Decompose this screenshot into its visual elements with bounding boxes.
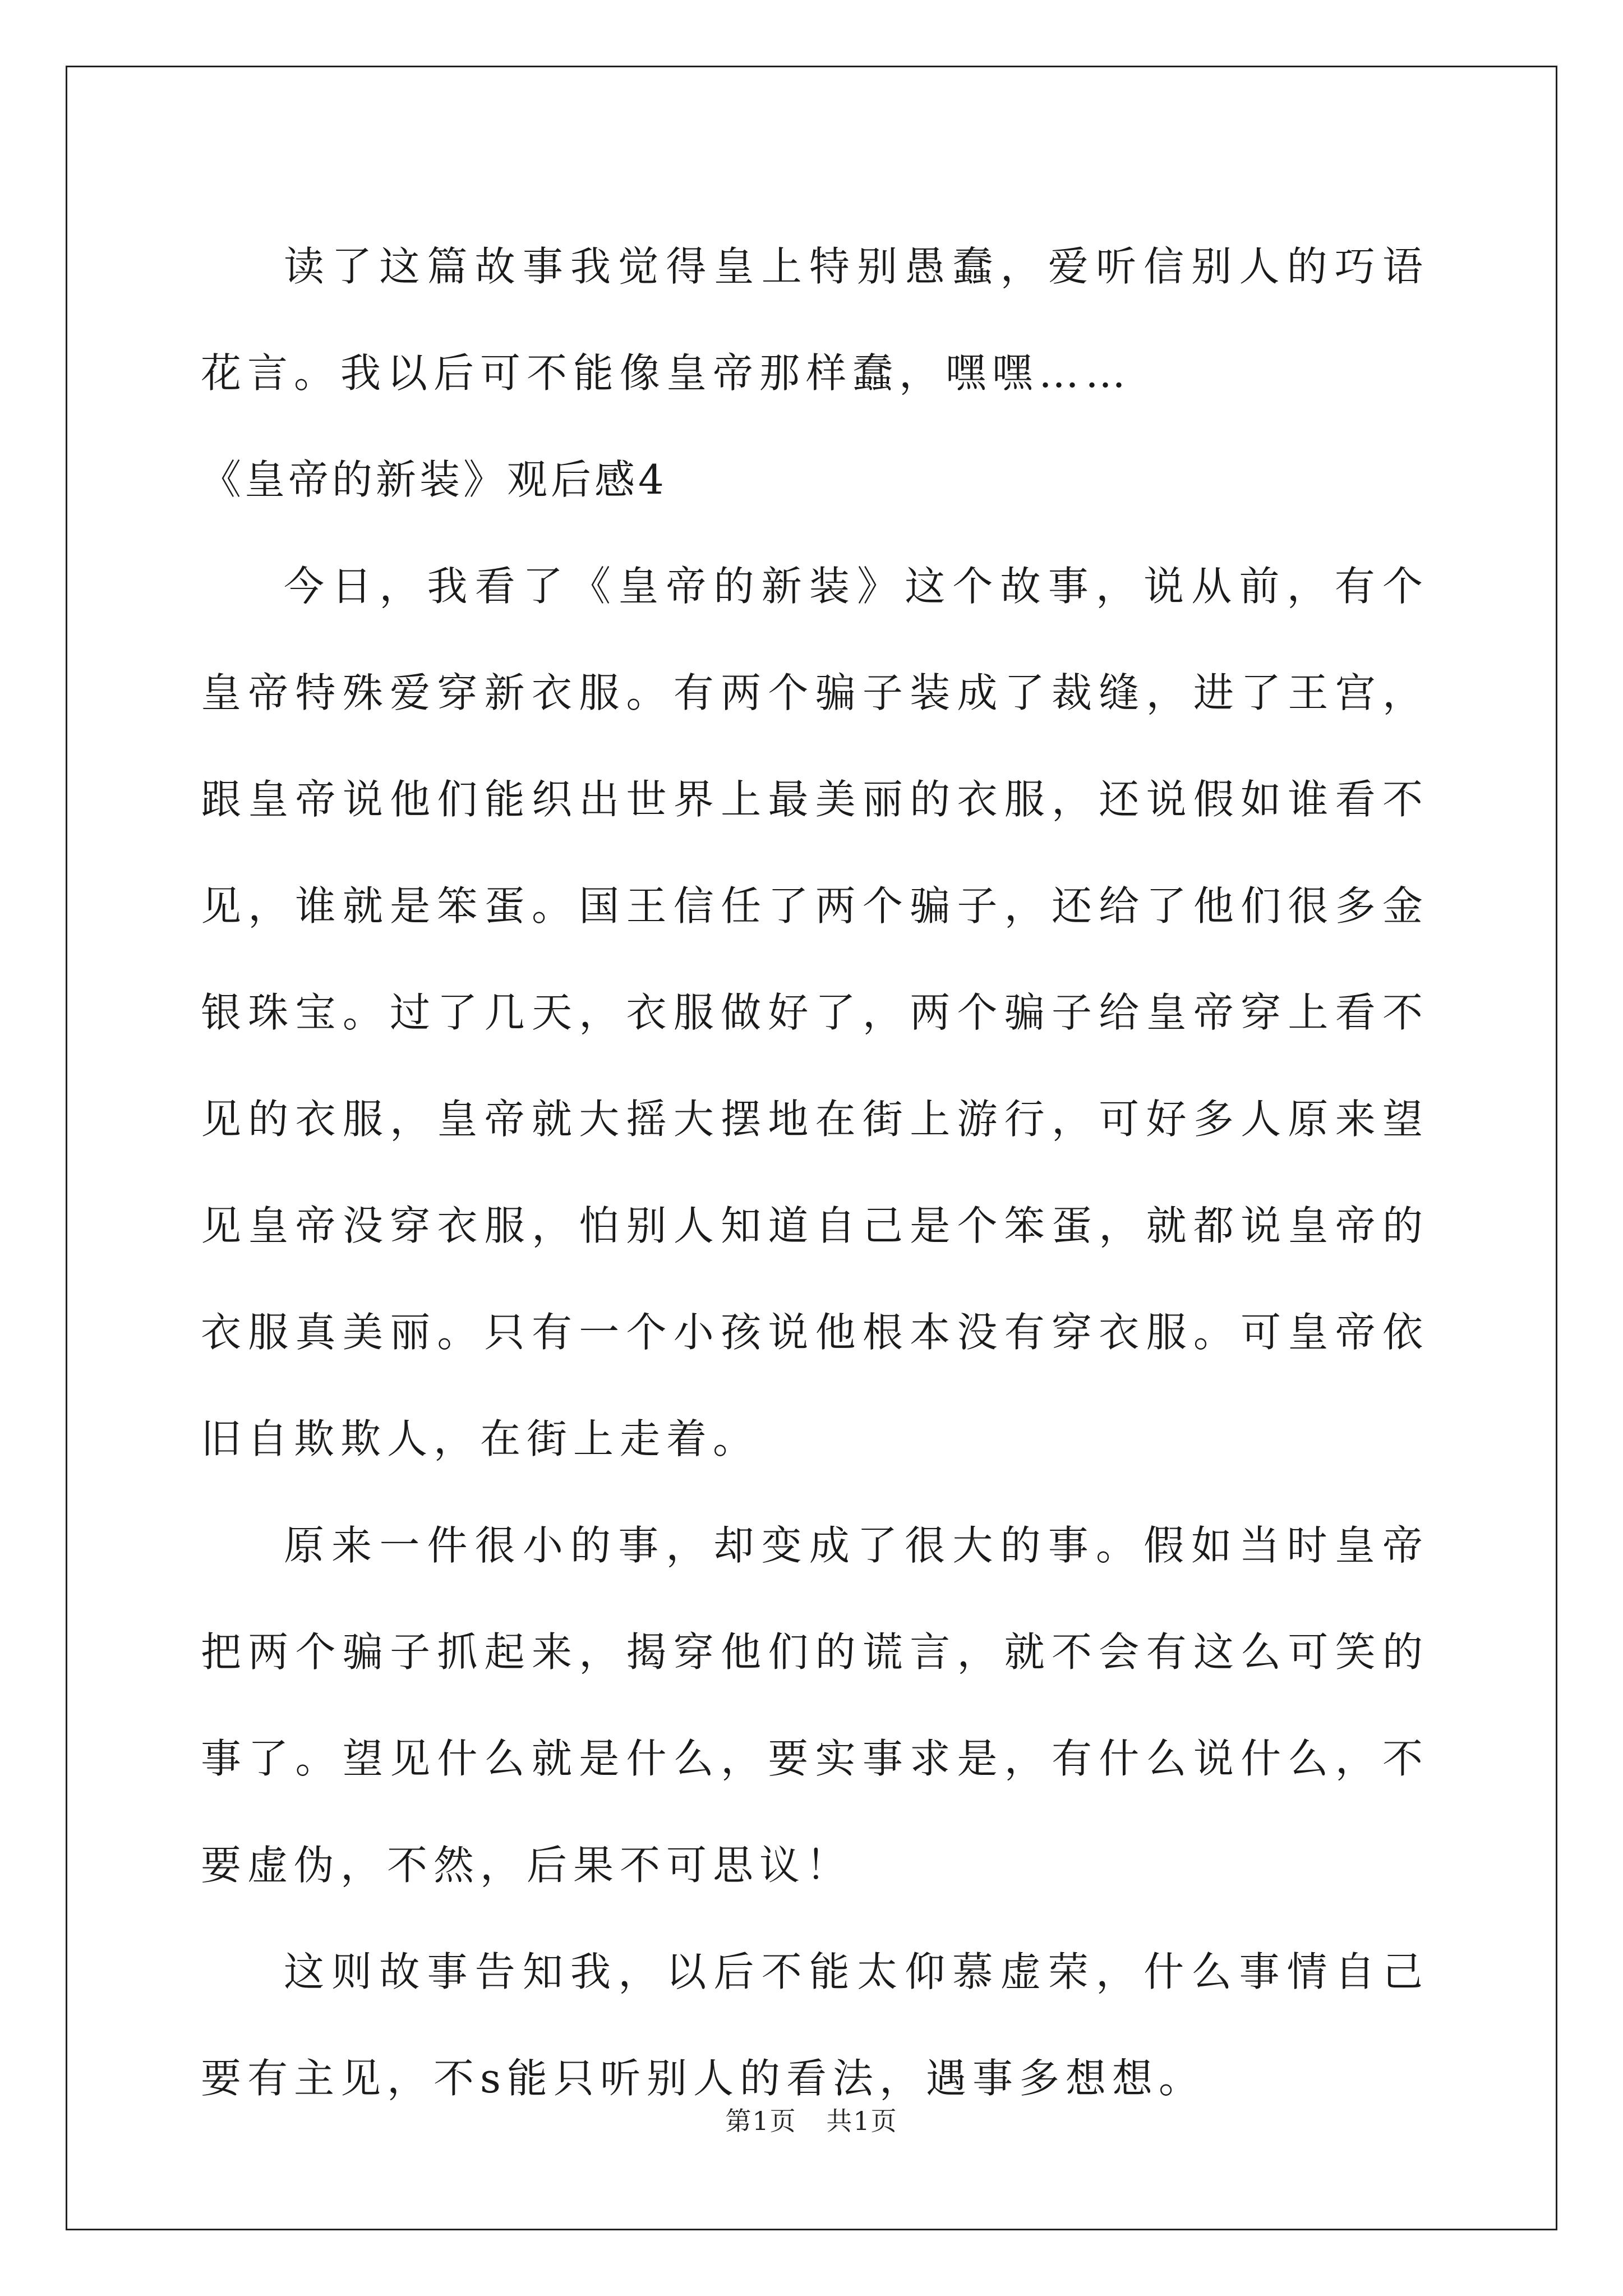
section-heading: 《皇帝的新装》观后感4 — [201, 456, 667, 503]
page-number: 第1页 — [725, 2106, 797, 2136]
paragraph-1: 读了这篇故事我觉得皇上特别愚蠢，爱听信别人的巧语花言。我以后可不能像皇帝那样蠢，嘿嘿…… — [201, 243, 1429, 397]
paragraph-4: 这则故事告知我，以后不能太仰慕虚荣，什么事情自己要有主见，不s能只听别人的看法，遇事多想想。 — [201, 1948, 1429, 2102]
paragraph-2: 今日，我看了《皇帝的新装》这个故事，说从前，有个皇帝特殊爱穿新衣服。有两个骗子装成了裁缝，进了王宫，跟皇帝说他们能织出世界上最美丽的衣服，还说假如谁看不见，谁就是笨蛋。国王信任了两个骗子，还给了他们很多金银珠宝。过了几天，衣服做好了，两个骗子给皇帝穿上看不见的衣服，皇帝就大摇大摆地在街上游行，可好多人原来望见皇帝没穿衣服，怕别人知道自己是个笨蛋，就都说皇帝的衣服真美丽。只有一个小孩说他根本没有穿衣服。可皇帝依旧自欺欺人，在街上走着。 — [201, 563, 1429, 1462]
paragraph-3: 原来一件很小的事，却变成了很大的事。假如当时皇帝把两个骗子抓起来，揭穿他们的谎言，就不会有这么可笑的事了。望见什么就是什么，要实事求是，有什么说什么，不要虚伪，不然，后果不可思议！ — [201, 1522, 1429, 1889]
page-footer — [0, 2101, 1623, 2138]
page-total: 共1页 — [826, 2106, 898, 2136]
document-body — [201, 213, 1429, 2132]
